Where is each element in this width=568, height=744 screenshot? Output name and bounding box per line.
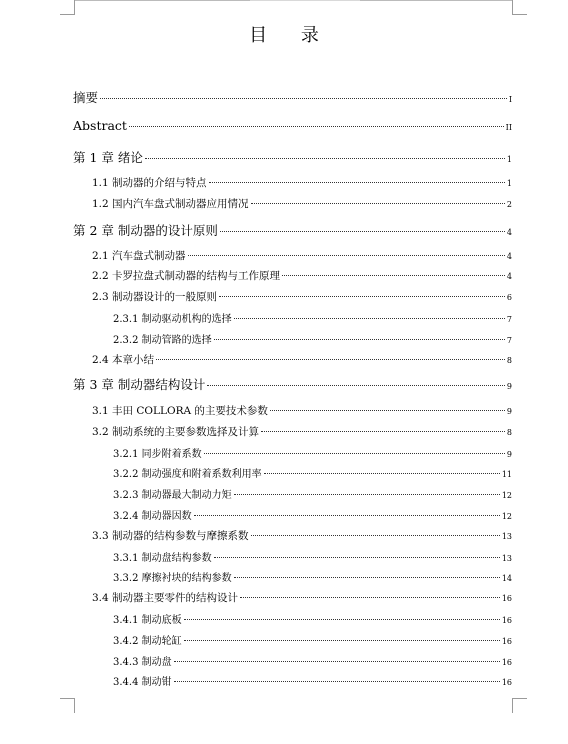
toc-entry[interactable] xyxy=(92,590,512,605)
toc-entry-label: 3.2.4 制动器因数 xyxy=(113,511,192,522)
toc-entry-page: 16 xyxy=(501,678,512,687)
toc-entry[interactable] xyxy=(92,196,512,211)
toc-entry-page: 6 xyxy=(506,293,512,302)
toc-entry-page: 11 xyxy=(501,470,512,479)
toc-entry[interactable] xyxy=(113,653,512,668)
toc-entry-page: 8 xyxy=(506,428,512,437)
toc-entry-label: 3.2.1 同步附着系数 xyxy=(113,449,202,460)
toc-entry[interactable] xyxy=(92,424,512,439)
toc-leader xyxy=(209,182,505,183)
toc-entry[interactable] xyxy=(113,569,512,584)
toc-leader xyxy=(204,453,505,454)
crop-mark-top-right xyxy=(512,0,527,15)
toc-entry-label: 2.3 制动器设计的一般原则 xyxy=(92,291,218,303)
toc-entry-label: 2.3.2 制动管路的选择 xyxy=(113,335,212,346)
toc-leader xyxy=(184,640,500,641)
toc-leader xyxy=(282,275,505,276)
toc-entry-page: 16 xyxy=(501,637,512,646)
toc-leader xyxy=(188,255,505,256)
toc-entry-label: 3.2.3 制动器最大制动力矩 xyxy=(113,490,232,501)
toc-entry[interactable] xyxy=(113,445,512,460)
toc-entry[interactable] xyxy=(73,88,512,106)
toc-entry-page: II xyxy=(505,123,512,132)
toc-entry[interactable] xyxy=(113,611,512,626)
toc-entry-label: 3.4.2 制动轮缸 xyxy=(113,636,182,647)
toc-entry[interactable] xyxy=(113,310,512,325)
toc-entry[interactable] xyxy=(113,465,512,480)
toc-leader xyxy=(234,577,500,578)
toc-entry[interactable] xyxy=(73,118,512,133)
toc-leader xyxy=(174,661,500,662)
toc-entry-label: 3.4.1 制动底板 xyxy=(113,615,182,626)
toc-leader xyxy=(194,515,500,516)
toc-entry-label: 第 3 章 制动器结构设计 xyxy=(73,377,206,392)
toc-leader xyxy=(145,158,505,159)
toc-entry-page: 14 xyxy=(501,574,512,583)
toc-entry-label: Abstract xyxy=(73,118,127,133)
toc-entry[interactable] xyxy=(92,528,512,543)
toc-leader xyxy=(234,318,505,319)
toc-entry[interactable] xyxy=(73,148,512,166)
toc-entry[interactable] xyxy=(92,352,512,367)
toc-entry[interactable] xyxy=(113,632,512,647)
toc-entry-page: 7 xyxy=(506,315,512,324)
toc-entry-page: 1 xyxy=(506,179,512,188)
toc-entry-label: 3.3.2 摩擦衬块的结构参数 xyxy=(113,573,232,584)
toc-entry[interactable] xyxy=(92,175,512,190)
toc-entry[interactable] xyxy=(113,507,512,522)
toc-leader xyxy=(261,431,505,432)
toc-leader xyxy=(129,126,504,127)
toc-entry-page: 12 xyxy=(501,512,512,521)
toc-entry-page: 8 xyxy=(506,356,512,365)
toc-entry[interactable] xyxy=(113,673,512,688)
toc-entry-page: 13 xyxy=(501,532,512,541)
toc-entry-label: 3.3 制动器的结构参数与摩擦系数 xyxy=(92,530,249,542)
toc-entry[interactable] xyxy=(92,289,512,304)
toc-entry-page: 1 xyxy=(506,155,512,164)
toc-leader xyxy=(184,619,500,620)
toc-entry-label: 第 1 章 绪论 xyxy=(73,150,143,165)
toc-entry-label: 3.1 丰田 COLLORA 的主要技术参数 xyxy=(92,405,268,417)
toc-leader xyxy=(207,385,505,386)
toc-entry-page: 4 xyxy=(506,252,512,261)
toc-entry-label: 2.4 本章小结 xyxy=(92,354,155,366)
toc-entry-page: 16 xyxy=(501,658,512,667)
toc-entry-page: 12 xyxy=(501,491,512,500)
toc-entry[interactable] xyxy=(113,331,512,346)
toc-entry-label: 2.1 汽车盘式制动器 xyxy=(92,250,186,262)
toc-entry-label: 1.2 国内汽车盘式制动器应用情况 xyxy=(92,198,249,210)
toc-entry-label: 3.4 制动器主要零件的结构设计 xyxy=(92,592,239,604)
toc-entry[interactable] xyxy=(113,549,512,564)
toc-entry-page: 16 xyxy=(501,594,512,603)
toc-leader xyxy=(100,98,507,99)
toc-entry-page: 16 xyxy=(501,616,512,625)
toc-entry-page: 2 xyxy=(506,200,512,209)
toc-leader xyxy=(220,231,505,232)
toc-entry-page: 13 xyxy=(501,554,512,563)
toc-entry[interactable] xyxy=(73,375,512,393)
toc-entry-page: 4 xyxy=(506,272,512,281)
toc-entry-label: 2.2 卡罗拉盘式制动器的结构与工作原理 xyxy=(92,270,281,282)
toc-entry-page: 4 xyxy=(506,228,512,237)
toc-entry[interactable] xyxy=(113,486,512,501)
toc-entry[interactable] xyxy=(92,268,512,283)
toc-entry-page: I xyxy=(508,95,512,104)
crop-mark-bottom-right xyxy=(512,698,527,713)
toc-entry-page: 9 xyxy=(506,450,512,459)
toc-entry-label: 3.2.2 制动强度和附着系数利用率 xyxy=(113,469,262,480)
toc-entry-label: 第 2 章 制动器的设计原则 xyxy=(73,223,218,238)
toc-leader xyxy=(214,339,505,340)
toc-leader xyxy=(214,557,500,558)
toc-entry[interactable] xyxy=(73,221,512,239)
toc-entry-label: 3.3.1 制动盘结构参数 xyxy=(113,553,212,564)
toc-entry-label: 2.3.1 制动驱动机构的选择 xyxy=(113,314,232,325)
toc-entry-page: 9 xyxy=(506,407,512,416)
header-mark xyxy=(250,0,360,1)
toc-leader xyxy=(234,494,500,495)
toc-leader xyxy=(251,535,500,536)
toc-leader xyxy=(270,410,505,411)
toc-entry-page: 9 xyxy=(506,382,512,391)
page-title: 目 录 xyxy=(249,25,333,46)
toc-leader xyxy=(156,359,505,360)
toc-entry-label: 1.1 制动器的介绍与特点 xyxy=(92,177,207,189)
toc-entry[interactable] xyxy=(92,248,512,263)
toc-leader xyxy=(240,597,500,598)
toc-entry-label: 摘要 xyxy=(73,90,99,105)
toc-entry-label: 3.4.4 制动钳 xyxy=(113,677,172,688)
toc-leader xyxy=(264,473,500,474)
toc-entry-label: 3.4.3 制动盘 xyxy=(113,657,172,668)
toc-leader xyxy=(174,681,500,682)
crop-mark-top-left xyxy=(60,0,75,15)
toc-entry[interactable] xyxy=(92,403,512,418)
toc-leader xyxy=(219,296,505,297)
toc-entry-label: 3.2 制动系统的主要参数选择及计算 xyxy=(92,426,260,438)
toc-leader xyxy=(251,203,505,204)
toc-entry-page: 7 xyxy=(506,336,512,345)
crop-mark-bottom-left xyxy=(60,698,75,713)
